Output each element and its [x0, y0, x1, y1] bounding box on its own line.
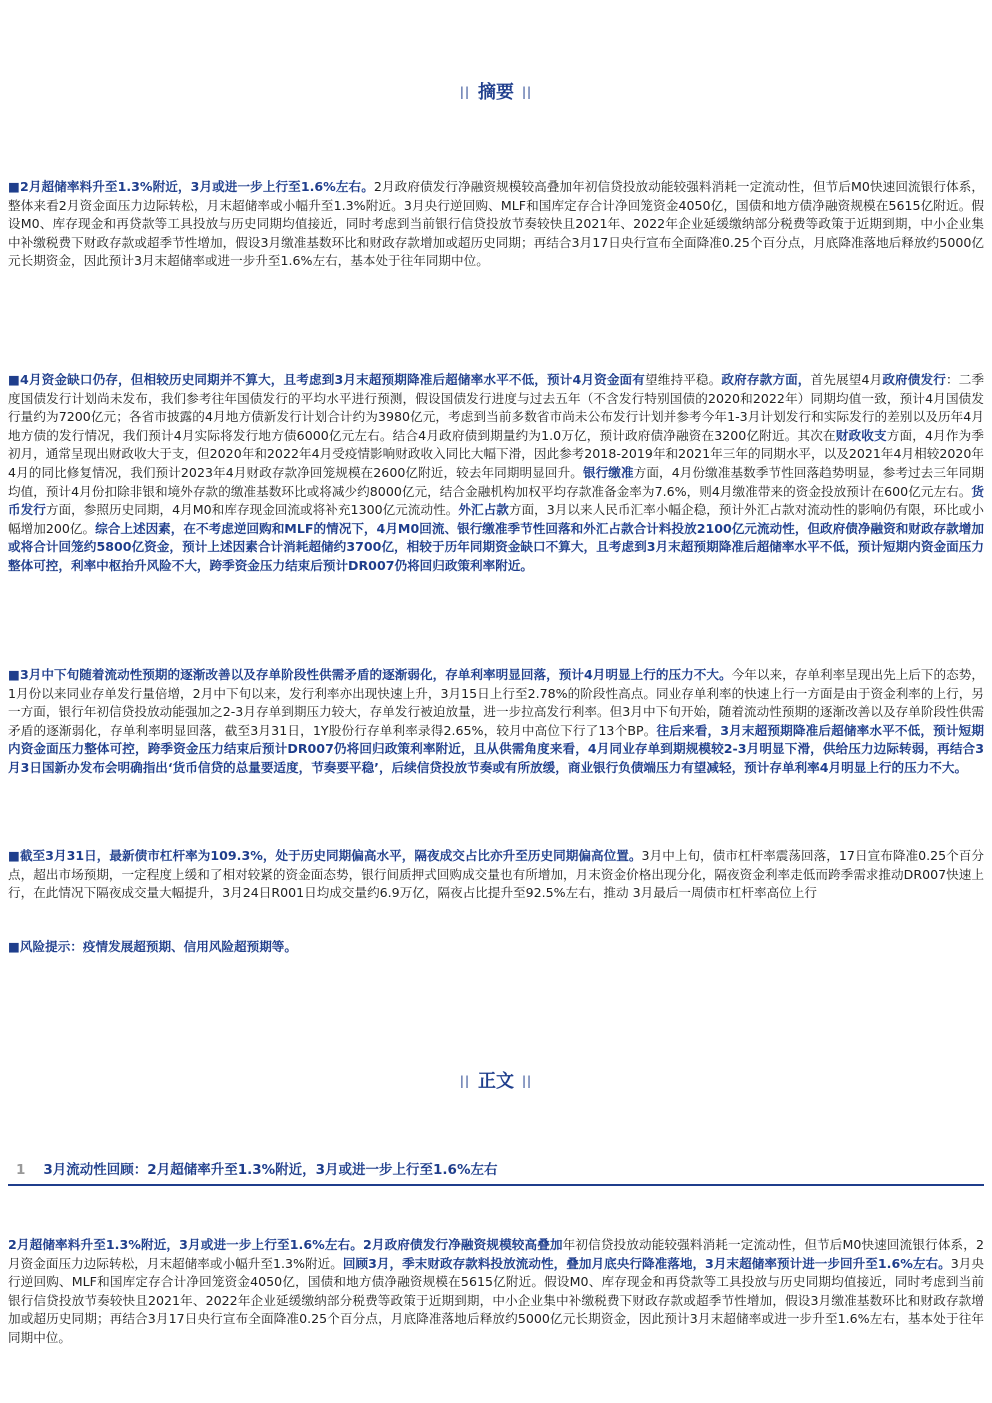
p4-text: 3月中上旬，债市杠杆率震荡回落，17日宣布降准0.25个百分点，超出市场预期，一定程度上缓和了相对较紧的资金面态势，银行间质押式回购成交量也有所增加，月末资金价格出现分化，隔夜资金利率走低而跨季需求推动DR007快速上行，在此情况下隔夜成交量大幅提升，3月24日R001日均成交量约6.9万亿，隔夜占比提升至92.5%左右，推动 3月最后一周债市杠杆率高位上行 — [8, 848, 984, 901]
bullet-square-icon: ■ — [8, 667, 20, 682]
title-left-marker-icon: |​| — [459, 1074, 470, 1088]
p2-bold-8: 综合上述因素，在不考虑逆回购和MLF的情况下，4月M0回流、银行缴准季节性回落和外汇占款合计料投放2100亿元流动性，但政府债净融资和财政存款增加或将合计回笼约5800亿资金，预计上述因素合计消耗超储约3700亿，相较于历年同期资金缺口不算大，且考虑到3月末超预期降准后超储率水平不低，预计短期内资金面压力整体可控，利率中枢抬升风险不大，跨季资金压力结束后预计DR007仍将回归政策利率附近。 — [8, 520, 984, 573]
p2-text-7: 方面，3月以来人民币汇率小幅企稳，预计外汇占款对流动性的影响仍有限，环比或小幅增加200亿。 — [8, 502, 984, 536]
bullet-square-icon: ■ — [8, 179, 20, 194]
summary-title — [0, 78, 992, 104]
body-p1-bold-1: 2月超储率料升至1.3%附近，3月或进一步上行至1.6%左右。2月政府债发行净融资规模较高叠加 — [8, 1237, 563, 1252]
p3-bold-1: 3月中下旬随着流动性预期的逐渐改善以及存单阶段性供需矛盾的逐渐弱化，存单利率明显回落，预计4月明显上行的压力不大。 — [19, 667, 732, 682]
body-p1-text-2: 3月央行逆回购、MLF和国库定存合计净回笼资金4050亿，国债和地方债净融资规模在5615亿附近。假设M0、库存现金和再贷款等工具投放与历史同期均值接近，同时考虑到当前银行信贷投放节奏较快且2021年、2022年企业延缓缴纳部分税费等政策于近期到期，中小企业集中补缴税费下财政存款或超季节性增加，假设3月缴准基数环比和财政存款增加或超历史同期；再结合3月17日央行宣布全面降准0.25个百分点，月底降准落地后释放约5000亿元长期资金，因此预计3月末超储率或进一步升至1.6%左右，基本处于往年同期中位。 — [8, 1255, 984, 1345]
body-title — [0, 1067, 992, 1093]
section-number: 1 — [16, 1162, 26, 1178]
body-p1-bold-2: 回顾3月，季末财政存款料投放流动性，叠加月底央行降准落地，3月末超储率预计进一步回升至1.6%左右。 — [342, 1255, 951, 1271]
p3-text-1: 今年以来，存单利率呈现出先上后下的态势， 1月份以来同业存单发行量倍增，2月中下旬以来，发行利率亦出现快速上升，3月15日上行至2.78%的阶段性高点。同业存单利率的快速上行一方面是由于资金利率的上行，另一方面，银行年初信贷投放动能强加之2-3月存单到期压力较大，存单发行被迫放量，进一步拉高发行利率。但3月中下旬开始，随着流动性预期的逐渐改善以及存单阶段性供需矛盾的逐渐弱化，存单利率明显回落，截至3月31日，1Y股份行存单利率录得2.65%，较月中高位下行了13个BP。 — [8, 667, 985, 738]
p2-text-6: 方面，参照历史同期，4月M0和库存现金回流或将补充1300亿元流动性。 — [45, 502, 459, 518]
summary-paragraph-3 — [8, 666, 984, 778]
body-paragraph-1 — [8, 1236, 984, 1348]
p2-text-3: ：二季度国债发行计划尚未发布，我们参考往年国债发行的平均水平进行预测，假设国债发行进度与过去五年（不含发行特别国债的2020和2022年）同期均值一致，预计4月国债发行量约为7200亿元；各省市披露的4月地方债新发行计划合计约为3980亿元，考虑到当前多数省市尚未公布发行计划并参考今年1-3月计划发行和实际发行的差别以及历年4月地方债的发行情况，我们预计4月实际将发行地方债6000亿元左右。结合4月政府债到期量约为1.0万亿，预计政府债净融资在3200亿附近。其次在 — [8, 372, 985, 443]
p4-bold: 截至3月31日，最新债市杠杆率为109.3%，处于历史同期偏高水平，隔夜成交占比亦升至历史同期偏高位置。 — [19, 848, 642, 863]
p2-text-5: 方面，4月份缴准基数季节性回落趋势明显，参考过去三年同期均值，预计4月份扣除非银和境外存款的缴准基数环比或将减少约8000亿元，结合金融机构加权平均存款准备金率为7.6%，则4月缴准带来的资金投放预计在600亿元左右。 — [8, 464, 984, 499]
p2-bold-7: 外汇占款 — [458, 502, 509, 518]
bullet-square-icon: ■ — [8, 848, 20, 863]
risk-text: 风险提示：疫情发展超预期、信用风险超预期等。 — [19, 939, 297, 954]
p1-text: 2月政府债发行净融资规模较高叠加年初信贷投放动能较强料消耗一定流动性，但节后M0快速回流银行体系，整体来看2月资金面压力边际转松，月末超储率或小幅升至1.3%附近。3月央行逆回购、MLF和国库定存合计净回笼资金4050亿，国债和地方债净融资规模在5615亿附近。假设M0、库存现金和再贷款等工具投放与历史同期均值接近，同时考虑到当前银行信贷投放节奏较快且2021年、2022年企业延缓缴纳部分税费等政策于近期到期，中小企业集中补缴税费下财政存款或超季节性增加，假设3月缴准基数环比和财政存款增加或超历史同期；再结合3月17日央行宣布全面降准0.25个百分点，月底降准落地后释放约5000亿元长期资金，因此预计3月末超储率或进一步升至1.6%左右，基本处于往年同期中位。 — [8, 179, 984, 269]
p2-text-1: 望维持平稳。 — [645, 372, 722, 387]
summary-paragraph-1 — [8, 178, 984, 271]
body-title-text: 正文 — [478, 1071, 514, 1092]
p2-bold-6: 货币发行 — [8, 483, 984, 518]
section-heading-text: 3月流动性回顾：2月超储率升至1.3%附近，3月或进一步上行至1.6%左右 — [43, 1162, 498, 1178]
section-heading-1 — [8, 1158, 984, 1186]
p2-text-4: 方面，4月作为季初月，通常呈现出财政收大于支，但2020年和2022年4月受疫情影响财政收入同比大幅下滑，因此参考2018-2019年和2021年三年的同期水平，以及2021年4月相较2020年4月的同比修复情况，我们预计2023年4月财政存款净回笼规模在2600亿附近，较去年同期明显回升。 — [8, 427, 985, 480]
summary-title-text: 摘要 — [478, 82, 514, 103]
p2-bold-5: 银行缴准 — [582, 464, 634, 480]
bullet-square-icon: ■ — [8, 939, 20, 954]
p2-bold-2: 政府存款方面， — [721, 372, 811, 387]
summary-paragraph-2 — [8, 371, 984, 576]
p2-bold-4: 财政收支 — [835, 427, 887, 443]
p2-text-2: 首先展望4月 — [810, 372, 883, 387]
body-p1-text-1: 年初信贷投放动能较强料消耗一定流动性，但节后M0快速回流银行体系，2月资金面压力边际转松，月末超储率或小幅升至1.3%附近。 — [8, 1237, 984, 1271]
bullet-square-icon: ■ — [8, 372, 21, 387]
p3-bold-2: 往后来看，3月末超预期降准后超储率水平不低，预计短期内资金面压力整体可控，跨季资金压力结束后预计DR007仍将回归政策利率附近，且从供需角度来看，4月同业存单到期规模较2-3月明显下滑，供给压力边际转弱，再结合3月3日国新办发布会明确指出‘货币信贷的总量要适度，节奏要平稳’，后续信贷投放节奏或有所放缓，商业银行负债端压力有望减轻，预计存单利率4月明显上行的压力不大。 — [8, 722, 984, 775]
p1-bold: 2月超储率料升至1.3%附近，3月或进一步上行至1.6%左右。 — [19, 179, 374, 194]
summary-paragraph-4 — [8, 847, 984, 903]
p2-bold-1: 4月资金缺口仍存，但相较历史同期并不算大，且考虑到3月末超预期降准后超储率水平不低，预计4月资金面有 — [20, 372, 646, 387]
title-right-marker-icon: |​| — [522, 1074, 533, 1088]
title-right-marker-icon: |​| — [522, 85, 533, 99]
risk-warning — [8, 938, 984, 957]
p2-bold-3: 政府债发行 — [882, 372, 946, 387]
title-left-marker-icon: |​| — [459, 85, 470, 99]
